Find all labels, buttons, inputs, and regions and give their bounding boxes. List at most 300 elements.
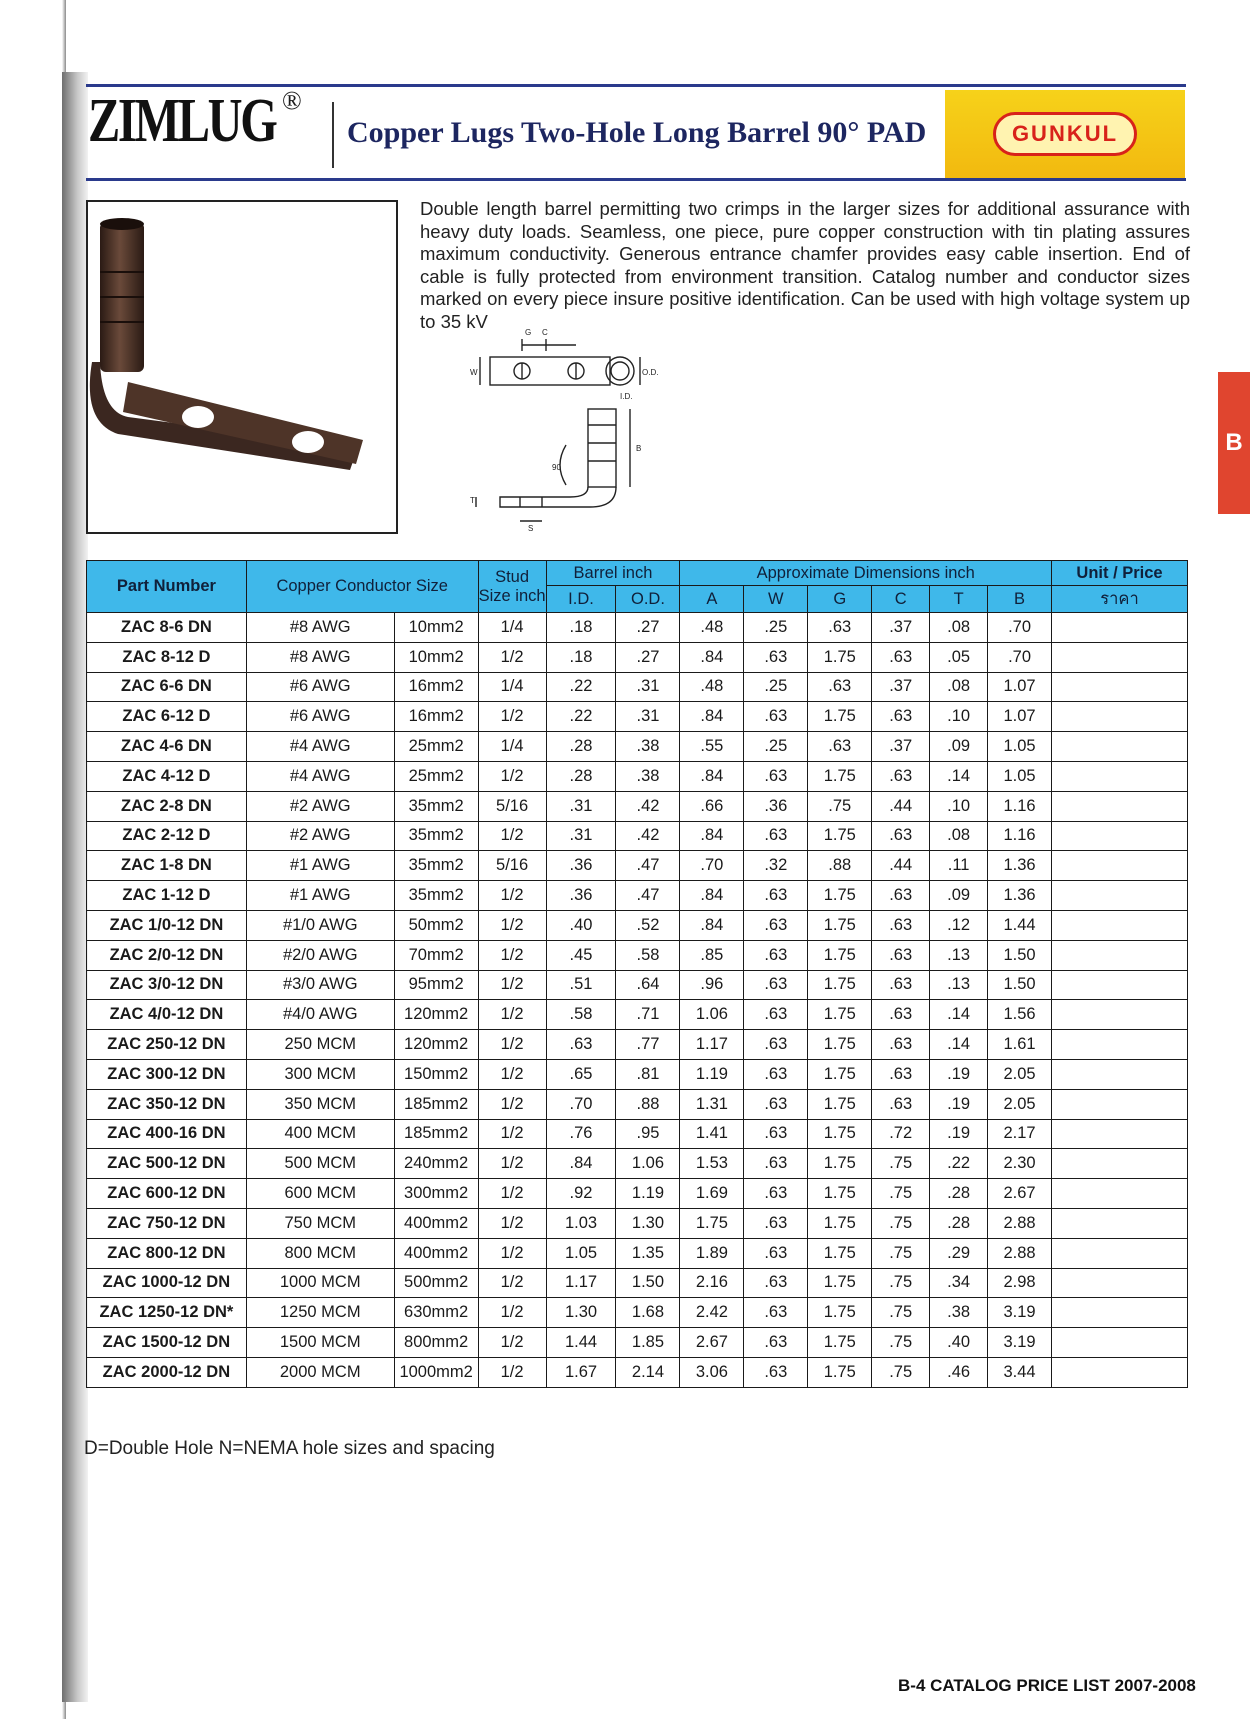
part-number-cell: ZAC 300-12 DN <box>87 1059 247 1089</box>
dim-c-cell: .75 <box>872 1149 930 1179</box>
diagram-label-od: O.D. <box>642 368 659 377</box>
conductor-mm2-cell: 1000mm2 <box>394 1357 478 1387</box>
part-number-cell: ZAC 2-12 D <box>87 821 247 851</box>
dim-a-cell: 2.42 <box>680 1298 744 1328</box>
header-divider <box>332 102 334 168</box>
dim-t-cell: .28 <box>930 1179 988 1209</box>
diagram-label-t: T <box>470 496 475 505</box>
dim-w-cell: .63 <box>744 970 808 1000</box>
dim-w-cell: .63 <box>744 1357 808 1387</box>
table-row <box>87 702 1188 732</box>
dim-t-cell: .05 <box>930 642 988 672</box>
dim-g-cell: 1.75 <box>808 1059 872 1089</box>
conductor-awg-cell: #2 AWG <box>246 791 394 821</box>
dim-t-cell: .09 <box>930 881 988 911</box>
dim-g-cell: 1.75 <box>808 1179 872 1209</box>
dim-w-cell: .63 <box>744 1179 808 1209</box>
barrel-id-cell: 1.67 <box>546 1357 616 1387</box>
conductor-mm2-cell: 95mm2 <box>394 970 478 1000</box>
unit-price-cell <box>1052 672 1188 702</box>
dim-c-cell: .63 <box>872 1000 930 1030</box>
header-part-number: Part Number <box>87 561 247 613</box>
diagram-label-w: W <box>470 368 478 377</box>
part-number-cell: ZAC 4/0-12 DN <box>87 1000 247 1030</box>
dim-a-cell: .84 <box>680 761 744 791</box>
dim-b-cell: 2.30 <box>988 1149 1052 1179</box>
dim-w-cell: .63 <box>744 1298 808 1328</box>
dim-b-cell: 1.16 <box>988 791 1052 821</box>
dim-b-cell: 2.88 <box>988 1238 1052 1268</box>
conductor-mm2-cell: 150mm2 <box>394 1059 478 1089</box>
dim-w-cell: .63 <box>744 1208 808 1238</box>
part-number-cell: ZAC 1-12 D <box>87 881 247 911</box>
table-row <box>87 1357 1188 1387</box>
conductor-awg-cell: #8 AWG <box>246 642 394 672</box>
part-number-cell: ZAC 6-6 DN <box>87 672 247 702</box>
dim-w-cell: .32 <box>744 851 808 881</box>
dim-t-cell: .34 <box>930 1268 988 1298</box>
unit-price-cell <box>1052 1357 1188 1387</box>
stud-size-cell: 5/16 <box>478 791 546 821</box>
table-row <box>87 851 1188 881</box>
conductor-awg-cell: #2 AWG <box>246 821 394 851</box>
conductor-awg-cell: 1000 MCM <box>246 1268 394 1298</box>
conductor-mm2-cell: 10mm2 <box>394 613 478 643</box>
dim-t-cell: .14 <box>930 1000 988 1030</box>
unit-price-cell <box>1052 1089 1188 1119</box>
dim-w-cell: .63 <box>744 642 808 672</box>
dim-b-cell: 1.50 <box>988 940 1052 970</box>
dim-c-cell: .63 <box>872 642 930 672</box>
unit-price-cell <box>1052 1119 1188 1149</box>
table-row <box>87 1298 1188 1328</box>
dim-b-cell: 1.05 <box>988 761 1052 791</box>
conductor-mm2-cell: 70mm2 <box>394 940 478 970</box>
dim-w-cell: .63 <box>744 1089 808 1119</box>
barrel-id-cell: .22 <box>546 702 616 732</box>
dim-g-cell: 1.75 <box>808 940 872 970</box>
dim-a-cell: 1.53 <box>680 1149 744 1179</box>
dim-t-cell: .19 <box>930 1119 988 1149</box>
conductor-mm2-cell: 300mm2 <box>394 1179 478 1209</box>
conductor-awg-cell: 1250 MCM <box>246 1298 394 1328</box>
conductor-mm2-cell: 50mm2 <box>394 910 478 940</box>
dim-t-cell: .40 <box>930 1328 988 1358</box>
table-row <box>87 1000 1188 1030</box>
dim-b-cell: 3.44 <box>988 1357 1052 1387</box>
table-row <box>87 1089 1188 1119</box>
header-approx-dimensions: Approximate Dimensions inch <box>680 561 1052 586</box>
dim-c-cell: .63 <box>872 910 930 940</box>
barrel-id-cell: .45 <box>546 940 616 970</box>
table-row <box>87 881 1188 911</box>
conductor-mm2-cell: 25mm2 <box>394 732 478 762</box>
dim-b-cell: 2.98 <box>988 1268 1052 1298</box>
dim-b-cell: 3.19 <box>988 1328 1052 1358</box>
dim-a-cell: .55 <box>680 732 744 762</box>
part-number-cell: ZAC 800-12 DN <box>87 1238 247 1268</box>
dim-t-cell: .29 <box>930 1238 988 1268</box>
unit-price-cell <box>1052 613 1188 643</box>
header-w: W <box>744 586 808 613</box>
dim-c-cell: .75 <box>872 1179 930 1209</box>
dim-c-cell: .75 <box>872 1298 930 1328</box>
part-number-cell: ZAC 8-6 DN <box>87 613 247 643</box>
part-number-cell: ZAC 6-12 D <box>87 702 247 732</box>
dim-w-cell: .63 <box>744 1119 808 1149</box>
barrel-id-cell: 1.44 <box>546 1328 616 1358</box>
table-row <box>87 613 1188 643</box>
barrel-id-cell: .36 <box>546 881 616 911</box>
dim-b-cell: 1.61 <box>988 1030 1052 1060</box>
dim-c-cell: .44 <box>872 791 930 821</box>
part-number-cell: ZAC 1250-12 DN* <box>87 1298 247 1328</box>
stud-size-cell: 1/2 <box>478 940 546 970</box>
table-row <box>87 1059 1188 1089</box>
barrel-od-cell: 1.35 <box>616 1238 680 1268</box>
barrel-od-cell: .31 <box>616 702 680 732</box>
dim-w-cell: .63 <box>744 1000 808 1030</box>
dim-g-cell: 1.75 <box>808 1328 872 1358</box>
conductor-mm2-cell: 35mm2 <box>394 881 478 911</box>
conductor-awg-cell: 300 MCM <box>246 1059 394 1089</box>
dim-t-cell: .12 <box>930 910 988 940</box>
dim-g-cell: 1.75 <box>808 1089 872 1119</box>
dim-g-cell: 1.75 <box>808 970 872 1000</box>
dim-b-cell: 1.07 <box>988 702 1052 732</box>
stud-size-cell: 1/2 <box>478 1000 546 1030</box>
barrel-od-cell: 1.06 <box>616 1149 680 1179</box>
dim-g-cell: 1.75 <box>808 702 872 732</box>
barrel-id-cell: .40 <box>546 910 616 940</box>
conductor-mm2-cell: 500mm2 <box>394 1268 478 1298</box>
stud-size-cell: 1/4 <box>478 672 546 702</box>
barrel-id-cell: .92 <box>546 1179 616 1209</box>
footnote: D=Double Hole N=NEMA hole sizes and spacing <box>84 1438 495 1459</box>
dim-g-cell: .63 <box>808 672 872 702</box>
part-number-cell: ZAC 2000-12 DN <box>87 1357 247 1387</box>
unit-price-cell <box>1052 1059 1188 1089</box>
dim-t-cell: .14 <box>930 761 988 791</box>
header-copper-conductor: Copper Conductor Size <box>246 561 478 613</box>
dim-a-cell: .84 <box>680 881 744 911</box>
conductor-mm2-cell: 400mm2 <box>394 1238 478 1268</box>
part-number-cell: ZAC 400-16 DN <box>87 1119 247 1149</box>
dim-c-cell: .72 <box>872 1119 930 1149</box>
conductor-awg-cell: 800 MCM <box>246 1238 394 1268</box>
dim-b-cell: 2.05 <box>988 1059 1052 1089</box>
stud-size-cell: 1/2 <box>478 1298 546 1328</box>
page-footer: B-4 CATALOG PRICE LIST 2007-2008 <box>898 1676 1196 1695</box>
dim-a-cell: .70 <box>680 851 744 881</box>
table-row <box>87 1208 1188 1238</box>
dim-c-cell: .63 <box>872 940 930 970</box>
dim-c-cell: .37 <box>872 732 930 762</box>
unit-price-cell <box>1052 642 1188 672</box>
dim-w-cell: .36 <box>744 791 808 821</box>
table-row <box>87 791 1188 821</box>
dim-c-cell: .63 <box>872 821 930 851</box>
barrel-od-cell: .64 <box>616 970 680 1000</box>
barrel-id-cell: .70 <box>546 1089 616 1119</box>
product-photo <box>86 200 398 534</box>
barrel-id-cell: .58 <box>546 1000 616 1030</box>
dim-t-cell: .46 <box>930 1357 988 1387</box>
barrel-od-cell: .38 <box>616 732 680 762</box>
barrel-id-cell: .51 <box>546 970 616 1000</box>
stud-size-cell: 1/2 <box>478 761 546 791</box>
table-row <box>87 1149 1188 1179</box>
header-id: I.D. <box>546 586 616 613</box>
dim-b-cell: 2.88 <box>988 1208 1052 1238</box>
unit-price-cell <box>1052 1328 1188 1358</box>
dim-b-cell: 2.05 <box>988 1089 1052 1119</box>
conductor-mm2-cell: 16mm2 <box>394 702 478 732</box>
dim-g-cell: 1.75 <box>808 1119 872 1149</box>
unit-price-cell <box>1052 1030 1188 1060</box>
table-row <box>87 1030 1188 1060</box>
dim-w-cell: .63 <box>744 702 808 732</box>
table-row <box>87 1119 1188 1149</box>
unit-price-cell <box>1052 940 1188 970</box>
conductor-awg-cell: #4 AWG <box>246 732 394 762</box>
dim-w-cell: .63 <box>744 761 808 791</box>
dim-c-cell: .63 <box>872 881 930 911</box>
unit-price-cell <box>1052 1000 1188 1030</box>
conductor-awg-cell: #2/0 AWG <box>246 940 394 970</box>
unit-price-cell <box>1052 1238 1188 1268</box>
dim-t-cell: .22 <box>930 1149 988 1179</box>
dim-w-cell: .63 <box>744 1030 808 1060</box>
barrel-id-cell: 1.03 <box>546 1208 616 1238</box>
barrel-id-cell: 1.17 <box>546 1268 616 1298</box>
conductor-mm2-cell: 10mm2 <box>394 642 478 672</box>
conductor-mm2-cell: 120mm2 <box>394 1030 478 1060</box>
diagram-label-c: C <box>542 328 548 337</box>
barrel-od-cell: .58 <box>616 940 680 970</box>
stud-size-cell: 1/2 <box>478 821 546 851</box>
conductor-awg-cell: #3/0 AWG <box>246 970 394 1000</box>
table-row <box>87 732 1188 762</box>
conductor-awg-cell: 1500 MCM <box>246 1328 394 1358</box>
barrel-od-cell: .47 <box>616 881 680 911</box>
dim-t-cell: .11 <box>930 851 988 881</box>
unit-price-cell <box>1052 1268 1188 1298</box>
unit-price-cell <box>1052 702 1188 732</box>
dim-w-cell: .25 <box>744 672 808 702</box>
dim-a-cell: 1.17 <box>680 1030 744 1060</box>
copper-lug-image <box>88 202 396 532</box>
dim-t-cell: .10 <box>930 791 988 821</box>
part-number-cell: ZAC 1-8 DN <box>87 851 247 881</box>
unit-price-cell <box>1052 1208 1188 1238</box>
conductor-mm2-cell: 16mm2 <box>394 672 478 702</box>
dim-a-cell: 3.06 <box>680 1357 744 1387</box>
part-number-cell: ZAC 1500-12 DN <box>87 1328 247 1358</box>
spec-table-body <box>87 613 1188 1388</box>
stud-size-cell: 1/4 <box>478 732 546 762</box>
conductor-awg-cell: #6 AWG <box>246 672 394 702</box>
dim-g-cell: 1.75 <box>808 1238 872 1268</box>
unit-price-cell <box>1052 1179 1188 1209</box>
dim-g-cell: .88 <box>808 851 872 881</box>
unit-price-cell <box>1052 910 1188 940</box>
conductor-mm2-cell: 25mm2 <box>394 761 478 791</box>
stud-size-cell: 1/2 <box>478 1268 546 1298</box>
barrel-id-cell: .28 <box>546 761 616 791</box>
dim-c-cell: .75 <box>872 1238 930 1268</box>
page-edge-shadow <box>0 0 66 1719</box>
barrel-id-cell: .84 <box>546 1149 616 1179</box>
barrel-od-cell: .52 <box>616 910 680 940</box>
header-a: A <box>680 586 744 613</box>
barrel-od-cell: 1.30 <box>616 1208 680 1238</box>
barrel-od-cell: .42 <box>616 821 680 851</box>
dim-a-cell: 1.89 <box>680 1238 744 1268</box>
part-number-cell: ZAC 500-12 DN <box>87 1149 247 1179</box>
dim-b-cell: .70 <box>988 613 1052 643</box>
barrel-id-cell: .28 <box>546 732 616 762</box>
barrel-od-cell: .71 <box>616 1000 680 1030</box>
conductor-awg-cell: #1 AWG <box>246 851 394 881</box>
unit-price-cell <box>1052 851 1188 881</box>
conductor-awg-cell: 2000 MCM <box>246 1357 394 1387</box>
dim-a-cell: .84 <box>680 910 744 940</box>
conductor-mm2-cell: 35mm2 <box>394 791 478 821</box>
dim-w-cell: .63 <box>744 1268 808 1298</box>
dim-b-cell: 1.05 <box>988 732 1052 762</box>
dim-w-cell: .25 <box>744 613 808 643</box>
dim-t-cell: .08 <box>930 821 988 851</box>
stud-size-cell: 1/2 <box>478 1030 546 1060</box>
barrel-id-cell: .22 <box>546 672 616 702</box>
dim-g-cell: 1.75 <box>808 821 872 851</box>
dim-a-cell: .84 <box>680 642 744 672</box>
barrel-od-cell: 1.19 <box>616 1179 680 1209</box>
dim-b-cell: 1.50 <box>988 970 1052 1000</box>
conductor-awg-cell: 600 MCM <box>246 1179 394 1209</box>
stud-size-cell: 1/2 <box>478 1179 546 1209</box>
stud-size-cell: 1/2 <box>478 1089 546 1119</box>
conductor-mm2-cell: 35mm2 <box>394 851 478 881</box>
barrel-id-cell: .36 <box>546 851 616 881</box>
dim-c-cell: .63 <box>872 761 930 791</box>
stud-size-cell: 1/4 <box>478 613 546 643</box>
part-number-cell: ZAC 2/0-12 DN <box>87 940 247 970</box>
stud-size-cell: 1/2 <box>478 642 546 672</box>
part-number-cell: ZAC 250-12 DN <box>87 1030 247 1060</box>
table-row <box>87 1238 1188 1268</box>
header-c: C <box>872 586 930 613</box>
dim-t-cell: .14 <box>930 1030 988 1060</box>
dim-c-cell: .63 <box>872 702 930 732</box>
dim-a-cell: .96 <box>680 970 744 1000</box>
conductor-mm2-cell: 35mm2 <box>394 821 478 851</box>
dim-b-cell: 1.56 <box>988 1000 1052 1030</box>
diagram-label-id: I.D. <box>620 392 633 401</box>
dimension-diagram <box>470 325 690 535</box>
dim-w-cell: .63 <box>744 910 808 940</box>
dim-c-cell: .63 <box>872 1030 930 1060</box>
dim-c-cell: .37 <box>872 613 930 643</box>
header-g: G <box>808 586 872 613</box>
dim-w-cell: .63 <box>744 1149 808 1179</box>
barrel-id-cell: .65 <box>546 1059 616 1089</box>
unit-price-cell <box>1052 761 1188 791</box>
dim-t-cell: .09 <box>930 732 988 762</box>
dim-a-cell: .85 <box>680 940 744 970</box>
dim-w-cell: .63 <box>744 881 808 911</box>
unit-price-cell <box>1052 791 1188 821</box>
dim-t-cell: .13 <box>930 970 988 1000</box>
barrel-id-cell: .76 <box>546 1119 616 1149</box>
header-price-thai: ราคา <box>1052 586 1188 613</box>
stud-size-cell: 1/2 <box>478 1357 546 1387</box>
barrel-od-cell: .77 <box>616 1030 680 1060</box>
dim-g-cell: 1.75 <box>808 1000 872 1030</box>
diagram-label-s: S <box>528 524 534 533</box>
part-number-cell: ZAC 1/0-12 DN <box>87 910 247 940</box>
barrel-id-cell: .31 <box>546 821 616 851</box>
conductor-mm2-cell: 800mm2 <box>394 1328 478 1358</box>
table-row <box>87 761 1188 791</box>
dim-t-cell: .10 <box>930 702 988 732</box>
product-description: Double length barrel permitting two crimps in the larger sizes for additional assurance with heavy duty loads. Seamless, one piece, pure copper construction with tin plating assures maximum conductivity. Generous entrance chamfer provides easy cable insertion. End of cable is fully protected from environment transition. Catalog number and conductor sizes marked on every piece insure positive identification. Can be used with high voltage system up to 35 kV <box>420 198 1190 332</box>
barrel-od-cell: .27 <box>616 613 680 643</box>
conductor-awg-cell: #4 AWG <box>246 761 394 791</box>
dim-b-cell: 1.16 <box>988 821 1052 851</box>
dim-a-cell: 1.41 <box>680 1119 744 1149</box>
dim-a-cell: 1.06 <box>680 1000 744 1030</box>
unit-price-cell <box>1052 970 1188 1000</box>
dim-b-cell: .70 <box>988 642 1052 672</box>
dim-g-cell: 1.75 <box>808 761 872 791</box>
stud-size-cell: 1/2 <box>478 970 546 1000</box>
gunkul-logo <box>945 90 1185 178</box>
dim-g-cell: 1.75 <box>808 910 872 940</box>
unit-price-cell <box>1052 1149 1188 1179</box>
stud-size-cell: 1/2 <box>478 1059 546 1089</box>
conductor-mm2-cell: 120mm2 <box>394 1000 478 1030</box>
dim-a-cell: 1.69 <box>680 1179 744 1209</box>
barrel-od-cell: .38 <box>616 761 680 791</box>
table-row <box>87 672 1188 702</box>
barrel-id-cell: 1.05 <box>546 1238 616 1268</box>
dim-t-cell: .38 <box>930 1298 988 1328</box>
dim-t-cell: .13 <box>930 940 988 970</box>
section-tab[interactable]: B <box>1218 372 1250 514</box>
stud-size-cell: 1/2 <box>478 1119 546 1149</box>
dim-c-cell: .44 <box>872 851 930 881</box>
barrel-id-cell: .18 <box>546 642 616 672</box>
table-row <box>87 821 1188 851</box>
dim-g-cell: .63 <box>808 732 872 762</box>
dim-c-cell: .63 <box>872 970 930 1000</box>
header-unit-price: Unit / Price <box>1052 561 1188 586</box>
logo-text: GUNKUL <box>993 112 1137 156</box>
dim-w-cell: .63 <box>744 1328 808 1358</box>
spec-table <box>86 560 1188 1388</box>
dim-w-cell: .63 <box>744 1238 808 1268</box>
conductor-awg-cell: #6 AWG <box>246 702 394 732</box>
dim-a-cell: 2.16 <box>680 1268 744 1298</box>
barrel-id-cell: 1.30 <box>546 1298 616 1328</box>
dim-g-cell: 1.75 <box>808 1030 872 1060</box>
dim-w-cell: .63 <box>744 821 808 851</box>
barrel-id-cell: .18 <box>546 613 616 643</box>
dim-a-cell: .84 <box>680 821 744 851</box>
stud-size-cell: 1/2 <box>478 1328 546 1358</box>
